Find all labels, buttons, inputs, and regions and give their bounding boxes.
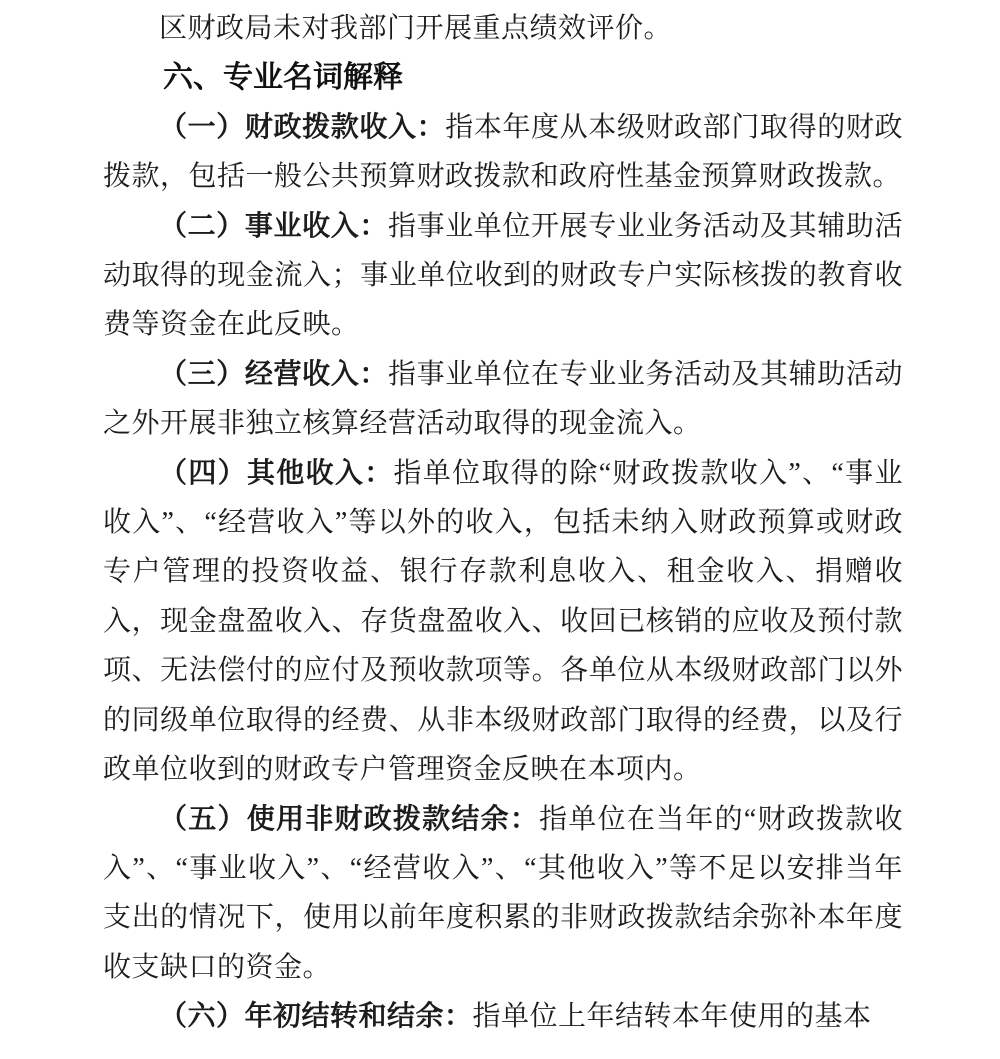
paragraph-definition-5	[103, 795, 903, 993]
paragraph-definition-1	[103, 103, 903, 202]
paragraph-definition-3	[103, 350, 903, 449]
term-label-1: （一）财政拨款收入：	[159, 111, 446, 143]
term-body-2: 指事业单位开展专业业务活动及其辅助活动取得的现金流入；事业单位收到的财政专户实际核拨的教育收费等资金在此反映。	[103, 210, 903, 341]
section-heading: 六、专业名词解释	[163, 61, 403, 95]
paragraph-definition-4	[103, 449, 903, 795]
term-label-5: （五）使用非财政拨款结余：	[159, 803, 540, 835]
term-body-5: 指单位在当年的“财政拨款收入”、“事业收入”、“经营收入”、“其他收入”等不足以安排当年支出的情况下，使用以前年度积累的非财政拨款结余弥补本年度收支缺口的资金。	[103, 803, 903, 983]
term-body-1: 指本年度从本级财政部门取得的财政拨款，包括一般公共预算财政拨款和政府性基金预算财政拨款。	[103, 111, 903, 193]
term-body-4: 指单位取得的除“财政拨款收入”、“事业收入”、“经营收入”等以外的收入，包括未纳入财政预算或财政专户管理的投资收益、银行存款利息收入、租金收入、捐赠收入，现金盘盈收入、存货盘盈收入、收回已核销的应收及预付款项、无法偿付的应付及预收款项等。各单位从本级财政部门以外的同级单位取得的经费、从非本级财政部门取得的经费，以及行政单位收到的财政专户管理资金反映在本项内。	[103, 457, 903, 786]
term-body-3: 指事业单位在专业业务活动及其辅助活动之外开展非独立核算经营活动取得的现金流入。	[103, 358, 903, 440]
term-label-3: （三）经营收入：	[159, 358, 388, 390]
term-label-4: （四）其他收入：	[159, 457, 394, 489]
term-label-2: （二）事业收入：	[159, 210, 388, 242]
term-label-6: （六）年初结转和结余：	[159, 1001, 473, 1033]
paragraph-definition-2	[103, 202, 903, 350]
paragraph-continuation: 区财政局未对我部门开展重点绩效评价。	[159, 13, 673, 44]
paragraph-definition-6	[103, 992, 903, 1041]
term-body-6: 指单位上年结转本年使用的基本	[472, 1001, 872, 1033]
